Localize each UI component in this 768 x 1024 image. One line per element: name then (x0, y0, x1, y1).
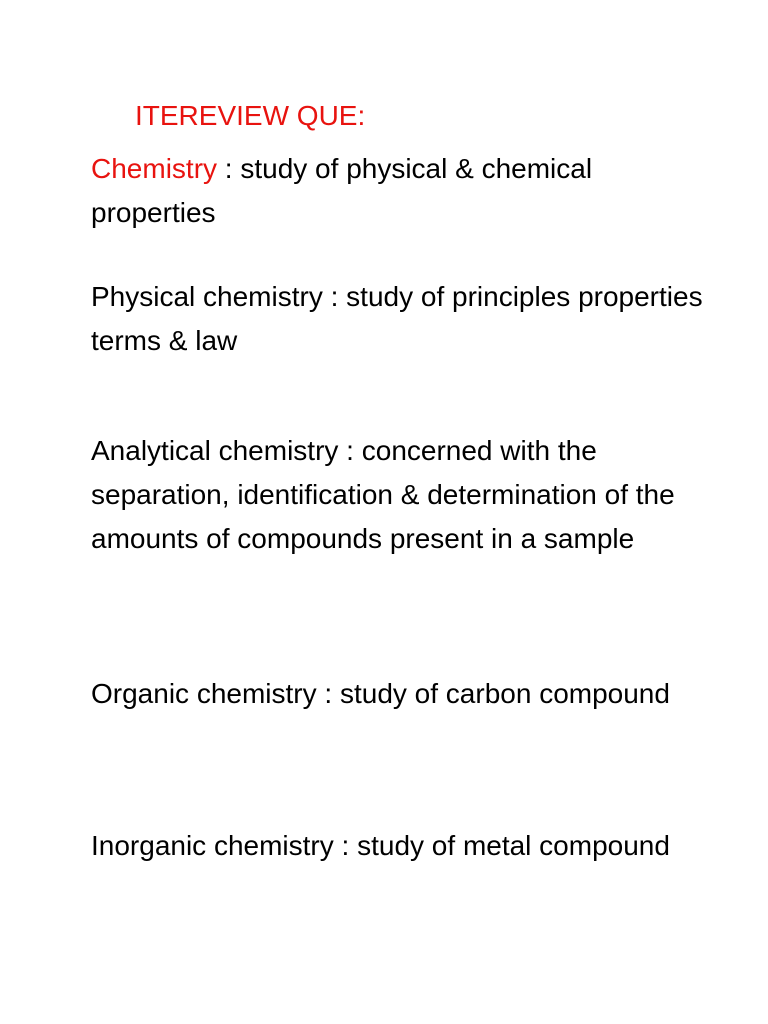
definition-term: Organic chemistry (91, 678, 317, 709)
definition-organic-chemistry (91, 672, 711, 716)
page-title: ITEREVIEW QUE: (135, 100, 366, 131)
definition-term: Inorganic chemistry (91, 830, 334, 861)
definition-text: : study of physical & chemical properties (91, 153, 593, 228)
definition-inorganic-chemistry (91, 824, 711, 868)
definition-text: : concerned with the separation, identification & determination of the amounts of compounds present in a sample (91, 435, 675, 554)
definition-term: Analytical chemistry (91, 435, 339, 466)
definition-analytical-chemistry (91, 429, 711, 561)
definition-physical-chemistry (91, 275, 711, 363)
definition-text: : study of principles properties terms & law (91, 281, 703, 356)
definition-term: Physical chemistry (91, 281, 323, 312)
definition-text: : study of metal compound (333, 830, 670, 861)
definition-term: Chemistry (91, 153, 218, 184)
definition-chemistry (91, 147, 711, 235)
definition-text: : study of carbon compound (316, 678, 670, 709)
